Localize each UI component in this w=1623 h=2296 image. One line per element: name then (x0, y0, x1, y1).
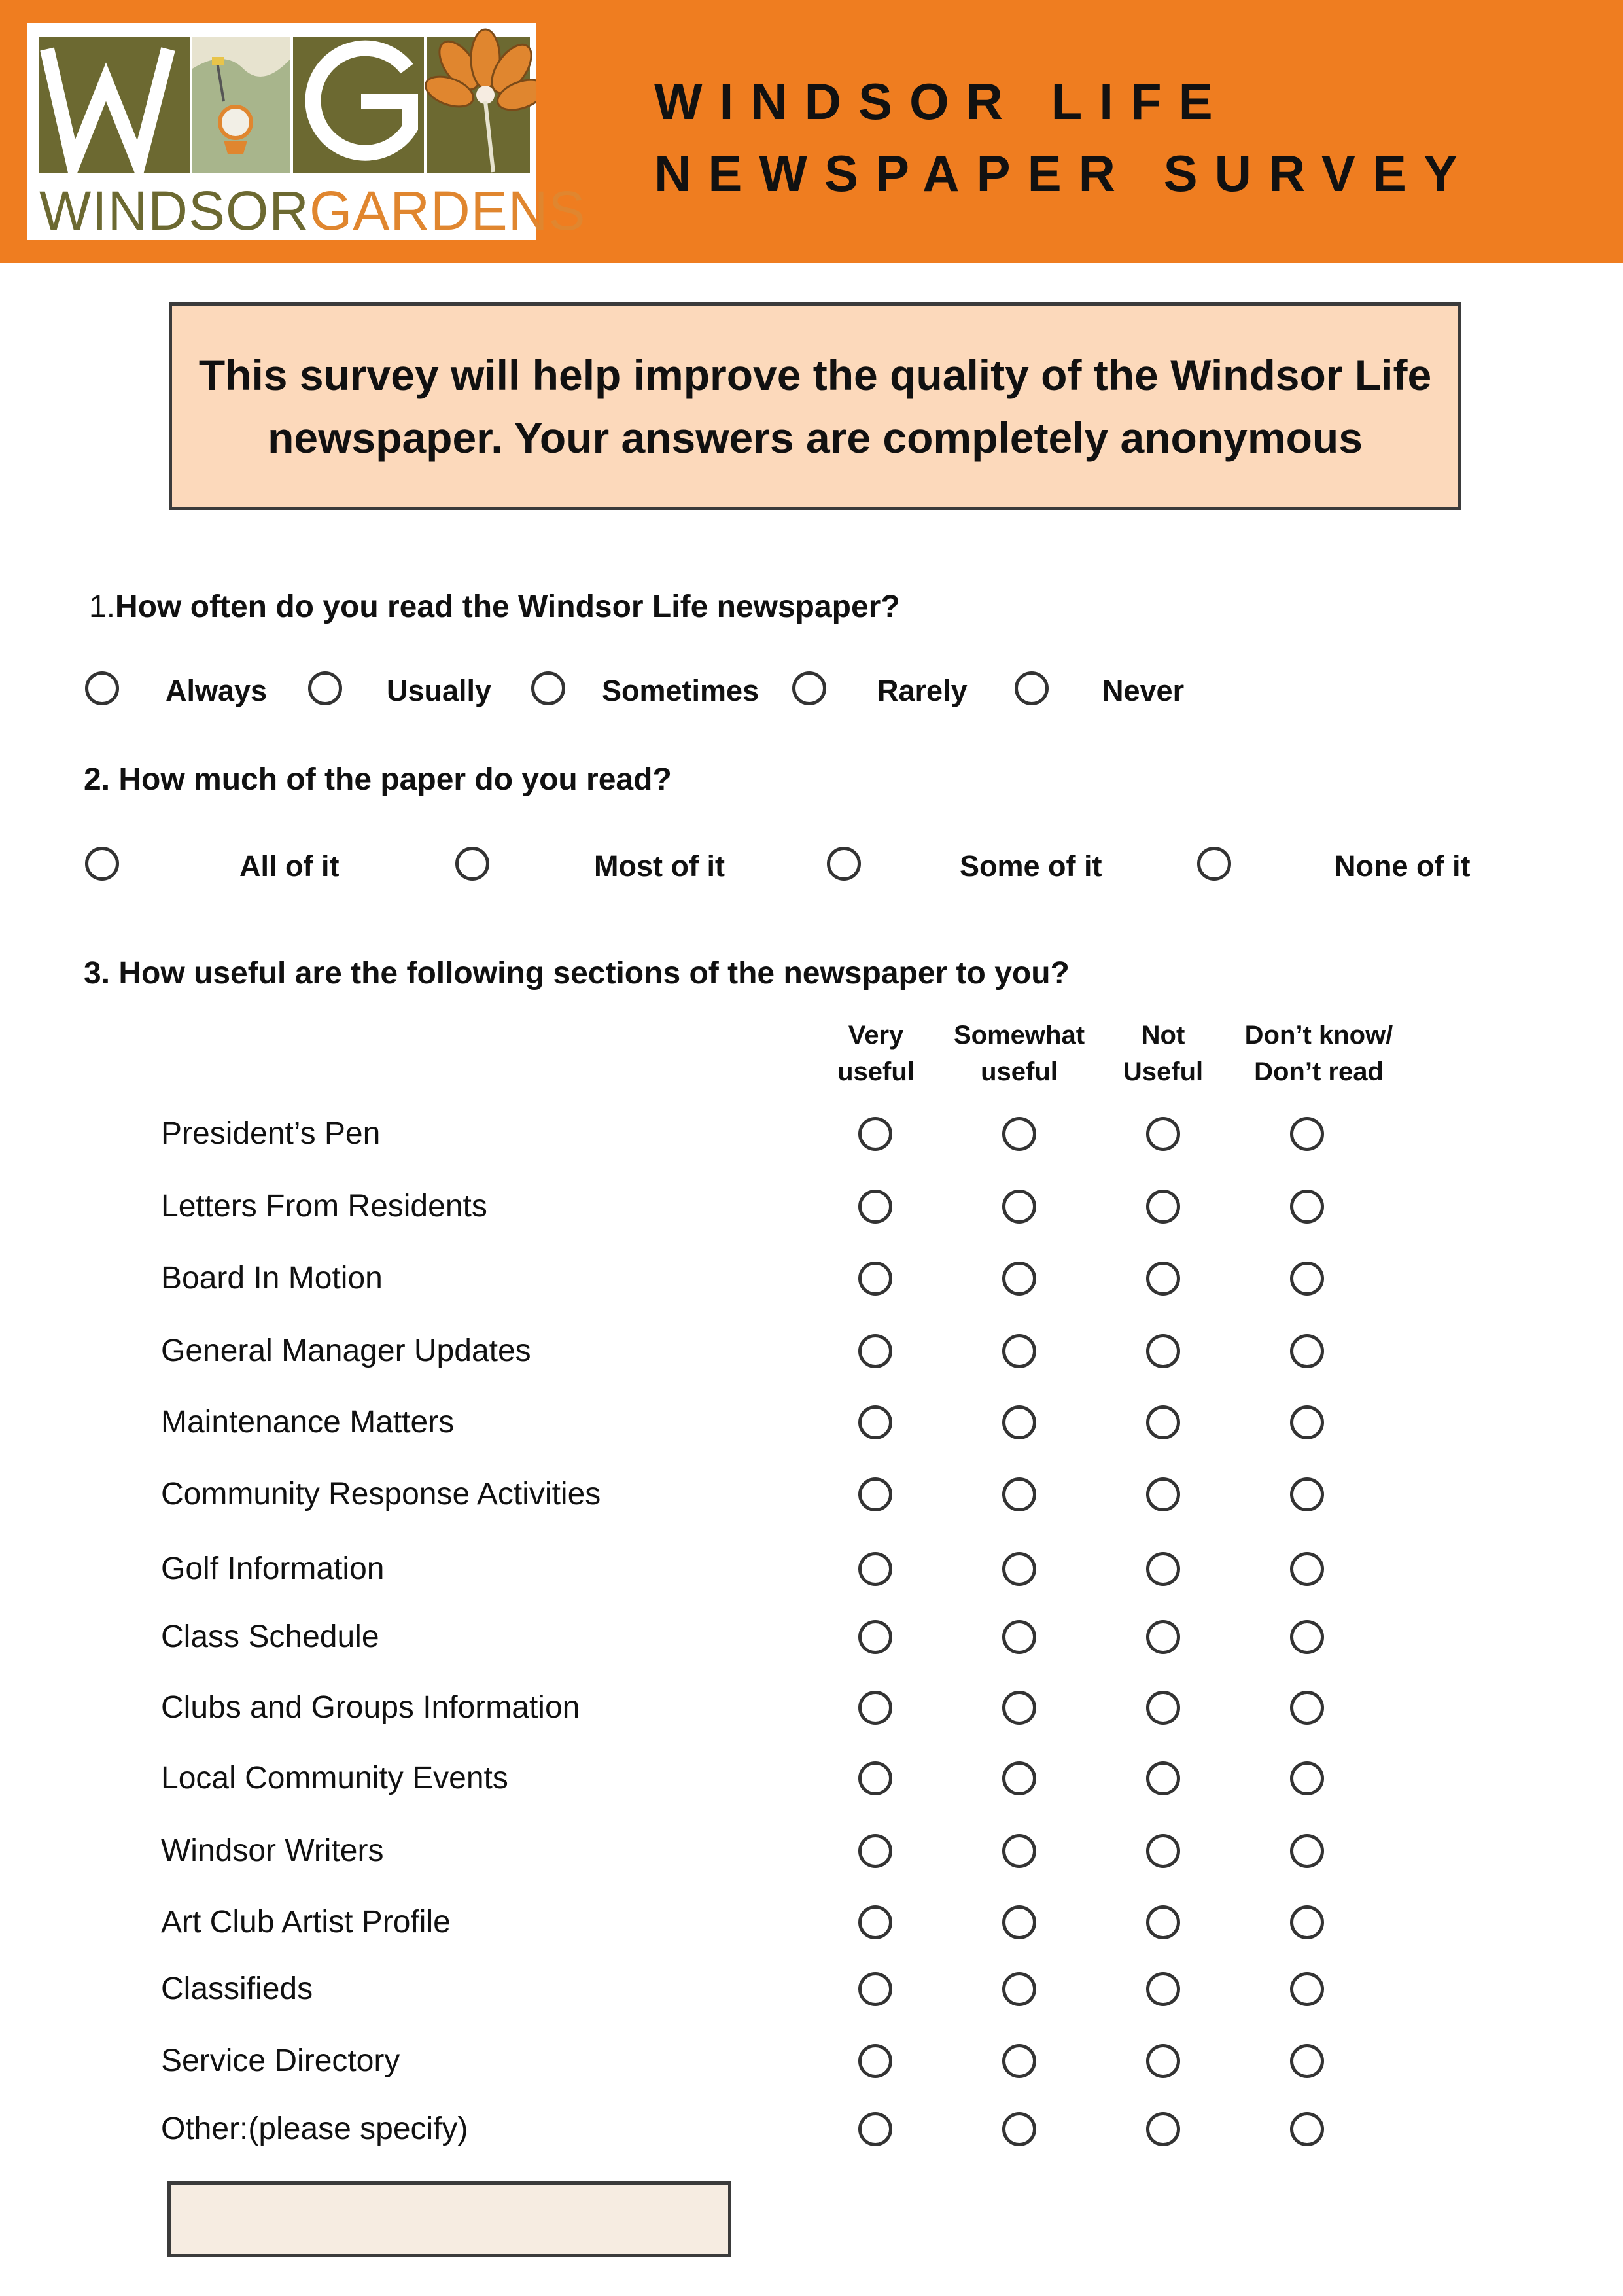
rating-radio-very-useful[interactable] (858, 1972, 892, 2006)
q1-label-never: Never (1102, 674, 1185, 707)
rating-radio-somewhat-useful[interactable] (1002, 1334, 1036, 1368)
section-row-label: Class Schedule (161, 1619, 379, 1654)
rating-radio-not-useful[interactable] (1146, 1405, 1180, 1439)
intro-line-2: newspaper. Your answers are completely anonymous (268, 414, 1363, 462)
rating-radio-dont-know[interactable] (1290, 1620, 1324, 1654)
column-head-line: Don’t know/ (1244, 1021, 1393, 1050)
q2-label-some: Some of it (960, 849, 1102, 883)
rating-radio-dont-know[interactable] (1290, 2044, 1324, 2078)
rating-radio-very-useful[interactable] (858, 1477, 892, 1511)
section-row-label: Windsor Writers (161, 1833, 384, 1868)
rating-radio-very-useful[interactable] (858, 1834, 892, 1868)
rating-radio-dont-know[interactable] (1290, 1477, 1324, 1511)
question-3: 3. How useful are the following sections of the newspaper to you? (84, 956, 1070, 991)
rating-radio-dont-know[interactable] (1290, 1552, 1324, 1586)
rating-radio-very-useful[interactable] (858, 1761, 892, 1795)
q2-radio-some[interactable] (827, 847, 861, 881)
intro-line-1: This survey will help improve the quality of the Windsor Life (198, 351, 1432, 399)
rating-radio-not-useful[interactable] (1146, 1552, 1180, 1586)
q1-label-always: Always (166, 674, 268, 707)
rating-radio-very-useful[interactable] (858, 1620, 892, 1654)
rating-radio-very-useful[interactable] (858, 1405, 892, 1439)
title-line-2: NEWSPAPER SURVEY (654, 145, 1475, 202)
section-row-label: Classifieds (161, 1971, 313, 2006)
rating-radio-somewhat-useful[interactable] (1002, 1972, 1036, 2006)
section-row-label: Letters From Residents (161, 1189, 487, 1224)
rating-radio-very-useful[interactable] (858, 1117, 892, 1151)
rating-radio-dont-know[interactable] (1290, 2112, 1324, 2146)
q1-radio-never[interactable] (1015, 671, 1049, 705)
section-row-label: Maintenance Matters (161, 1405, 455, 1439)
rating-radio-not-useful[interactable] (1146, 2044, 1180, 2078)
rating-radio-dont-know[interactable] (1290, 1190, 1324, 1224)
rating-radio-not-useful[interactable] (1146, 1262, 1180, 1296)
question-2: 2. How much of the paper do you read? (84, 762, 672, 797)
q1-label-rarely: Rarely (877, 674, 968, 707)
rating-radio-not-useful[interactable] (1146, 1761, 1180, 1795)
column-head-line: Somewhat (953, 1021, 1085, 1050)
question-1-number: 1. (89, 590, 116, 624)
q2-radio-none[interactable] (1197, 847, 1231, 881)
rating-radio-not-useful[interactable] (1146, 1190, 1180, 1224)
column-head-line: Useful (1123, 1057, 1204, 1086)
windsor-gardens-logo (27, 23, 586, 241)
column-head-not-useful (1078, 1017, 1248, 1090)
section-row-label: Service Directory (161, 2043, 400, 2078)
column-head-line: Don’t read (1254, 1057, 1384, 1086)
section-row-label: Clubs and Groups Information (161, 1690, 580, 1725)
rating-radio-not-useful[interactable] (1146, 1620, 1180, 1654)
column-head-dont-know (1234, 1017, 1404, 1090)
rating-radio-dont-know[interactable] (1290, 1834, 1324, 1868)
question-1-text: How often do you read the Windsor Life newspaper? (115, 590, 900, 624)
q2-label-none: None of it (1335, 849, 1471, 883)
q2-radio-all[interactable] (85, 847, 119, 881)
rating-radio-not-useful[interactable] (1146, 1117, 1180, 1151)
rating-radio-dont-know[interactable] (1290, 1117, 1324, 1151)
rating-radio-somewhat-useful[interactable] (1002, 1552, 1036, 1586)
rating-radio-somewhat-useful[interactable] (1002, 1905, 1036, 1939)
q2-label-all: All of it (239, 849, 340, 883)
rating-radio-very-useful[interactable] (858, 1552, 892, 1586)
rating-radio-not-useful[interactable] (1146, 1834, 1180, 1868)
section-row-label: Golf Information (161, 1551, 385, 1586)
section-row-label: President’s Pen (161, 1116, 381, 1151)
q1-radio-always[interactable] (85, 671, 119, 705)
question-1 (89, 589, 900, 625)
rating-radio-somewhat-useful[interactable] (1002, 2112, 1036, 2146)
q1-radio-rarely[interactable] (792, 671, 826, 705)
title-line-1: WINDSOR LIFE (654, 73, 1230, 130)
rating-radio-somewhat-useful[interactable] (1002, 1190, 1036, 1224)
rating-radio-somewhat-useful[interactable] (1002, 1834, 1036, 1868)
rating-radio-dont-know[interactable] (1290, 1262, 1324, 1296)
rating-radio-not-useful[interactable] (1146, 1905, 1180, 1939)
rating-radio-very-useful[interactable] (858, 2044, 892, 2078)
logo-wordmark (39, 180, 586, 241)
logo-emblem-icon (27, 23, 536, 180)
other-specify-field[interactable] (167, 2181, 731, 2257)
survey-title (654, 65, 1475, 209)
section-row-label: Local Community Events (161, 1761, 508, 1795)
intro-box (169, 302, 1461, 510)
column-head-line: useful (981, 1057, 1058, 1086)
rating-radio-very-useful[interactable] (858, 1190, 892, 1224)
rating-radio-very-useful[interactable] (858, 1262, 892, 1296)
rating-radio-somewhat-useful[interactable] (1002, 1405, 1036, 1439)
rating-radio-very-useful[interactable] (858, 1905, 892, 1939)
column-head-line: Not (1141, 1021, 1185, 1050)
rating-radio-somewhat-useful[interactable] (1002, 1262, 1036, 1296)
rating-radio-somewhat-useful[interactable] (1002, 1620, 1036, 1654)
section-row-label: Board In Motion (161, 1261, 383, 1296)
rating-radio-somewhat-useful[interactable] (1002, 1117, 1036, 1151)
logo-word-windsor: WINDSOR (39, 180, 309, 241)
q2-radio-most[interactable] (455, 847, 489, 881)
rating-radio-dont-know[interactable] (1290, 1334, 1324, 1368)
rating-radio-somewhat-useful[interactable] (1002, 1477, 1036, 1511)
rating-radio-dont-know[interactable] (1290, 1405, 1324, 1439)
q1-radio-usually[interactable] (308, 671, 342, 705)
column-head-line: useful (837, 1057, 915, 1086)
rating-radio-very-useful[interactable] (858, 1691, 892, 1725)
q1-label-usually: Usually (387, 674, 492, 707)
rating-radio-very-useful[interactable] (858, 2112, 892, 2146)
q1-radio-sometimes[interactable] (531, 671, 565, 705)
q1-label-sometimes: Sometimes (602, 674, 759, 707)
rating-radio-not-useful[interactable] (1146, 1691, 1180, 1725)
rating-radio-not-useful[interactable] (1146, 1477, 1180, 1511)
rating-radio-dont-know[interactable] (1290, 1761, 1324, 1795)
rating-radio-not-useful[interactable] (1146, 1972, 1180, 2006)
section-row-label: Other:(please specify) (161, 2111, 468, 2146)
rating-radio-dont-know[interactable] (1290, 1972, 1324, 2006)
rating-radio-dont-know[interactable] (1290, 1905, 1324, 1939)
column-head-line: Very (848, 1021, 904, 1050)
section-row-label: General Manager Updates (161, 1333, 531, 1368)
q2-label-most: Most of it (594, 849, 725, 883)
section-row-label: Art Club Artist Profile (161, 1905, 451, 1939)
rating-radio-somewhat-useful[interactable] (1002, 1691, 1036, 1725)
section-row-label: Community Response Activities (161, 1477, 601, 1511)
logo-word-gardens: GARDENS (309, 180, 586, 241)
rating-radio-not-useful[interactable] (1146, 1334, 1180, 1368)
rating-radio-somewhat-useful[interactable] (1002, 1761, 1036, 1795)
rating-radio-very-useful[interactable] (858, 1334, 892, 1368)
rating-radio-not-useful[interactable] (1146, 2112, 1180, 2146)
rating-radio-dont-know[interactable] (1290, 1691, 1324, 1725)
rating-radio-somewhat-useful[interactable] (1002, 2044, 1036, 2078)
